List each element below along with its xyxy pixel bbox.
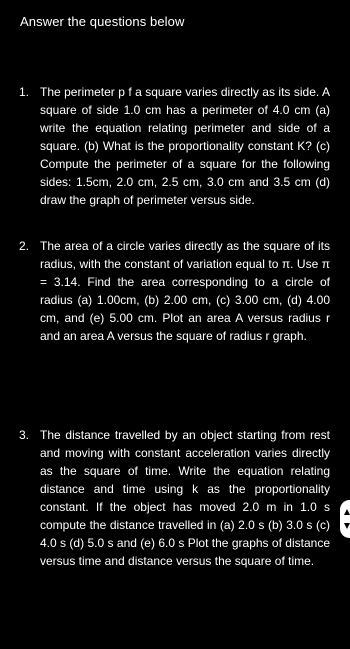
question-1 (19, 83, 330, 209)
question-number: 3. (19, 428, 30, 442)
question-3 (19, 426, 330, 570)
scroll-handle[interactable] (340, 500, 350, 538)
page-title: Answer the questions below (20, 14, 185, 29)
question-text: The area of a circle varies directly as the square of its radius, with the constant of variation equal to π. Use π = 3.14. Find the area corresponding to a circle of radius (a) 1.00cm, (b) 2.00 cm, (c) 3.00 cm, (d) 4.00 cm, and (e) 5.00 cm. Plot an area A versus radius r and an area A versus the square of radius r graph. (40, 239, 330, 343)
question-2 (19, 237, 330, 345)
up-down-arrows-icon (343, 508, 350, 530)
question-number: 1. (19, 85, 30, 99)
question-number: 2. (19, 239, 30, 253)
question-text: The distance travelled by an object starting from rest and moving with constant acceleration varies directly as the square of time. Write the equation relating distance and time using k as the proportionality constant. If the object has moved 2.0 m in 1.0 s compute the distance travelled in (a) 2.0 s (b) 3.0 s (c) 4.0 s (d) 5.0 s and (e) 6.0 s Plot the graphs of distance versus time and distance versus the square of time. (40, 428, 330, 568)
question-text: The perimeter p f a square varies directly as its side. A square of side 1.0 cm has a perimeter of 4.0 cm (a) write the equation relating perimeter and side of a square. (b) What is the proportionality constant K? (c) Compute the perimeter of a square for the following sides: 1.5cm, 2.0 cm, 2.5 cm, 3.0 cm and 3.5 cm (d) draw the graph of perimeter versus side. (40, 85, 330, 207)
